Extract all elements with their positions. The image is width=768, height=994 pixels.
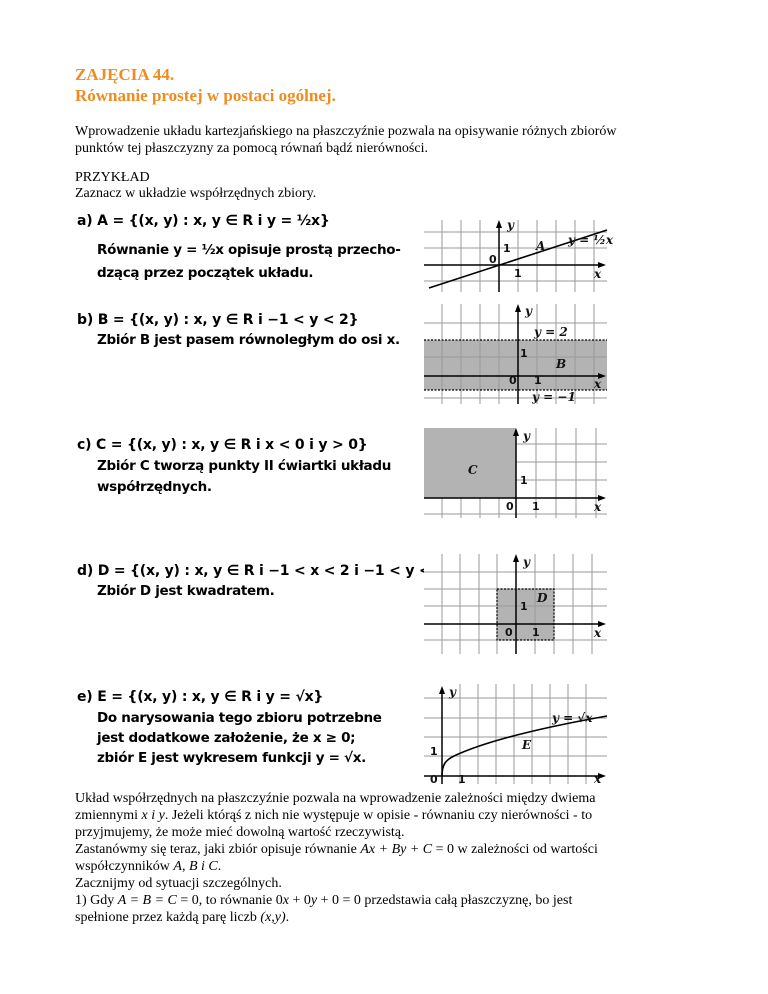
body-p1-line2b: . Jeżeli którąś z nich nie występuje w opisie - równaniu czy nierówności - to: [164, 808, 593, 823]
graph-c-tick-x1: 1: [532, 500, 540, 513]
body-p4-line1a: 1) Gdy: [75, 893, 118, 908]
graph-c-x-label: x: [594, 500, 602, 514]
intro-line-2: punktów tej płaszczyzny za pomocą równań bądź nierówności.: [75, 141, 428, 156]
graph-c-tick-y1: 1: [520, 474, 528, 487]
body-p2-line2b: .: [217, 859, 222, 874]
page-title: Równanie prostej w postaci ogólnej.: [75, 86, 336, 105]
item-b-set: [77, 311, 358, 329]
body-p2-line1: [75, 842, 598, 858]
item-a-desc-2: dzącą przez początek układu.: [97, 265, 314, 281]
graph-a-tick-y1: 1: [503, 242, 511, 255]
body-p4-line2b: .: [285, 910, 290, 925]
graph-a-y-arrow-icon: [496, 220, 502, 228]
item-d-set: [77, 562, 454, 580]
graph-b-upper-label: y = 2: [534, 325, 568, 339]
item-e-desc-2: jest dodatkowe założenie, że x ≥ 0;: [97, 730, 356, 746]
graph-b-tick-y1: 1: [520, 347, 528, 360]
graph-b: [424, 304, 607, 404]
graph-b-x-label: x: [594, 377, 602, 391]
graph-d-tick-y1: 1: [520, 600, 528, 613]
item-c-desc-2: współrzędnych.: [97, 479, 212, 495]
graph-b-lower-label: y = −1: [532, 390, 576, 404]
body-p4-pair: (x,y): [260, 910, 286, 925]
graph-d-y-arrow-icon: [513, 554, 519, 562]
item-e-definition: E = {(x, y) : x, y ∈ R i y = √x}: [97, 689, 324, 705]
graph-b-y-arrow-icon: [515, 304, 521, 312]
graph-c-origin: 0: [506, 500, 514, 513]
body-p2-line2a: współczynników: [75, 859, 174, 874]
graph-e-origin: 0: [430, 773, 438, 786]
graph-a-y-label: y: [507, 218, 514, 232]
body-p1-line1: Układ współrzędnych na płaszczyźnie pozwala na wprowadzenie zależności między dwiema: [75, 791, 596, 806]
lesson-number: ZAJĘCIA 44.: [75, 65, 175, 84]
body-p2-line1a: Zastanówmy się teraz, jaki zbiór opisuje równanie: [75, 842, 361, 857]
graph-b-set-label: B: [556, 357, 567, 371]
graph-e-grid: [424, 684, 607, 784]
item-c-definition: C = {(x, y) : x, y ∈ R i x < 0 i y > 0}: [96, 437, 368, 453]
item-b-desc-1: Zbiór B jest pasem równoległym do osi x.: [97, 332, 400, 348]
item-e-set: [77, 688, 323, 706]
item-d-definition: D = {(x, y) : x, y ∈ R i −1 < x < 2 i −1 < y < 2}: [97, 563, 455, 579]
graph-e-tick-y1: 1: [430, 745, 438, 758]
graph-a-set-label: A: [536, 239, 546, 253]
body-p1-xy: x i y: [141, 808, 165, 823]
body-p4-line1: [75, 893, 572, 909]
body-p4-line2: [75, 910, 289, 926]
graph-e-y-arrow-icon: [439, 686, 445, 694]
item-b-label: b): [77, 312, 94, 328]
graph-c-y-label: y: [523, 429, 530, 443]
item-e-desc-1: Do narysowania tego zbioru potrzebne: [97, 710, 382, 726]
body-p4-y: y: [310, 893, 318, 908]
body-p1-line2a: zmiennymi: [75, 808, 142, 823]
item-a-label: a): [77, 213, 93, 229]
graph-d-origin: 0: [505, 626, 513, 639]
graph-d: [424, 554, 607, 654]
graph-d-tick-x1: 1: [532, 626, 540, 639]
graph-d-x-label: x: [594, 626, 602, 640]
body-p4-cond: A = B = C: [117, 893, 177, 908]
graph-b-origin: 0: [509, 374, 517, 387]
body-p1-line3: przyjmujemy, że może mieć dowolną wartość rzeczywistą.: [75, 825, 405, 840]
item-b-definition: B = {(x, y) : x, y ∈ R i −1 < y < 2}: [97, 312, 359, 328]
graph-d-y-label: y: [523, 555, 530, 569]
graph-a-line-label: y = ½x: [568, 233, 614, 247]
intro-line-1: Wprowadzenie układu kartezjańskiego na płaszczyźnie pozwala na opisywanie różnych zbiorów: [75, 124, 617, 139]
graph-e-set-label: E: [522, 738, 532, 752]
graph-d-set-label: D: [537, 591, 548, 605]
body-p4-line2a: spełnione przez każdą parę liczb: [75, 910, 261, 925]
body-p2-eq: Ax + By + C: [360, 842, 433, 857]
body-p4-line1c: + 0 = 0 przedstawia całą płaszczyznę, bo jest: [317, 893, 573, 908]
graph-a-x-label: x: [594, 267, 602, 281]
graph-e-curve-label: y = √x: [552, 711, 593, 725]
graph-e-tick-x1: 1: [458, 773, 466, 786]
body-p2-line2: [75, 859, 221, 875]
graph-e-y-label: y: [449, 685, 456, 699]
item-a-desc-1: Równanie y = ½x opisuje prostą przecho-: [97, 242, 401, 258]
graph-a: [424, 218, 614, 292]
body-p4-x: x: [282, 893, 289, 908]
item-d-label: d): [77, 563, 94, 579]
item-a-set: [77, 212, 330, 230]
item-a-definition: A = {(x, y) : x, y ∈ R i y = ½x}: [97, 213, 330, 229]
graph-e: [424, 684, 607, 784]
graph-b-y-label: y: [525, 304, 532, 318]
body-p4-plus: + 0: [288, 893, 311, 908]
graph-e-x-label: x: [594, 772, 602, 786]
item-c-label: c): [77, 437, 92, 453]
body-p4-line1b: = 0, to równanie 0: [176, 893, 283, 908]
graph-a-origin: 0: [489, 253, 497, 266]
graph-b-tick-x1: 1: [534, 374, 542, 387]
graph-c-set-label: C: [468, 463, 478, 477]
example-instruction: Zaznacz w układzie współrzędnych zbiory.: [75, 186, 317, 201]
item-c-desc-1: Zbiór C tworzą punkty II ćwiartki układu: [97, 458, 392, 474]
body-p3-line1: Zacznijmy od sytuacji szczególnych.: [75, 876, 282, 891]
example-heading: PRZYKŁAD: [75, 170, 150, 185]
item-c-set: [77, 436, 368, 454]
body-p2-coef: A, B i C: [173, 859, 218, 874]
item-d-desc-1: Zbiór D jest kwadratem.: [97, 583, 275, 599]
body-p1-line2: [75, 808, 592, 824]
item-e-label: e): [77, 689, 93, 705]
body-p2-line1b: = 0 w zależności od wartości: [432, 842, 598, 857]
item-e-desc-3: zbiór E jest wykresem funkcji y = √x.: [97, 750, 366, 766]
graph-a-tick-x1: 1: [514, 267, 522, 280]
graph-c: [424, 428, 607, 518]
